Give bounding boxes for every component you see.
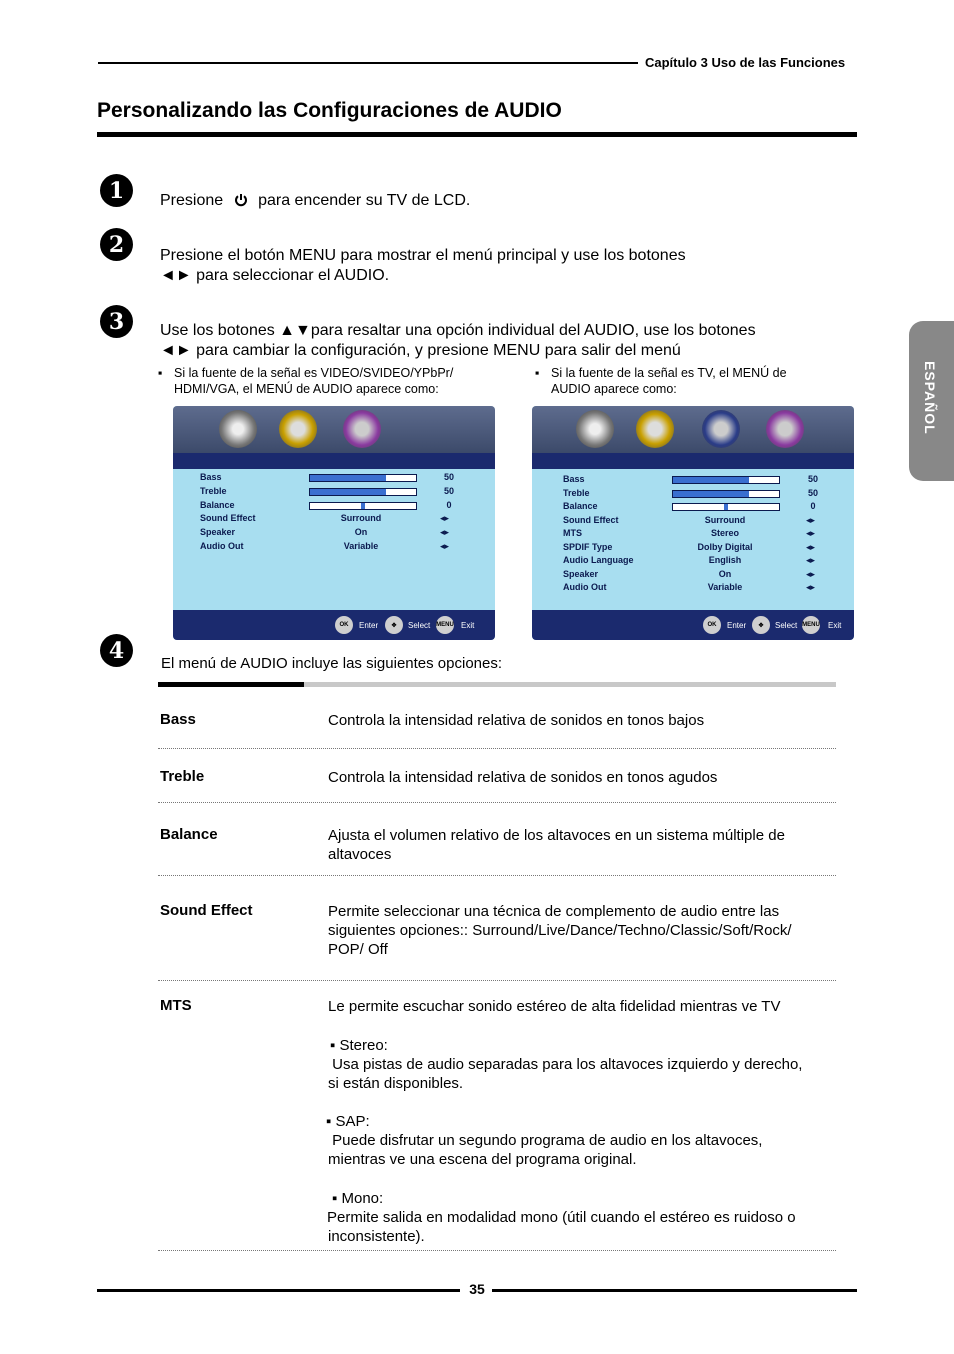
row-divider [158, 980, 836, 981]
footer-rule-left [97, 1289, 460, 1292]
setup-tools-icon [766, 410, 804, 448]
speaker-audio-icon [279, 410, 317, 448]
menu-row-value: Dolby Digital [697, 541, 753, 552]
left-right-arrows-icon: ◂▸ [806, 555, 816, 565]
step-4-number: 4 [100, 634, 133, 667]
desc-sound-effect-3: POP/ Off [328, 941, 388, 958]
menu-title-band [173, 453, 495, 469]
exit-label: Exit [461, 621, 475, 630]
setup-tools-icon [343, 410, 381, 448]
desc-bass: Controla la intensidad relativa de sonidos en tonos bajos [328, 712, 705, 729]
power-icon [234, 193, 248, 213]
menu-title-band [532, 453, 854, 469]
step-2-number: 2 [100, 228, 133, 261]
desc-sound-effect-2: siguientes opciones:: Surround/Live/Dance/Techno/Classic/Soft/Rock/ [328, 922, 792, 939]
row-divider [158, 875, 836, 876]
left-right-arrows-icon: ◂▸ [440, 513, 450, 524]
menu-row-value: Surround [704, 514, 746, 525]
step-4-text: El menú de AUDIO incluye las siguientes opciones: [161, 655, 503, 672]
audio-menu-left [173, 406, 495, 640]
desc-balance-1: Ajusta el volumen relativo de los altavoces en un sistema múltiple de [328, 827, 785, 844]
step-3-line1: Use los botones ▲▼para resaltar una opción individual del AUDIO, use los botones [160, 322, 756, 339]
chapter-header: Capítulo 3 Uso de las Funciones [645, 55, 846, 70]
language-tab [909, 321, 954, 481]
speaker-audio-icon [636, 410, 674, 448]
title-rule [97, 132, 857, 137]
step-1-text-before: Presione [160, 192, 224, 209]
menu-slider-bar [309, 488, 417, 496]
desc-treble: Controla la intensidad relativa de sonidos en tonos agudos [328, 769, 718, 786]
menu-row-value: 50 [443, 472, 454, 482]
desc-balance-2: altavoces [328, 846, 392, 863]
menu-slider-bar [309, 474, 417, 482]
step-1-text [160, 191, 470, 213]
row-divider [158, 1250, 836, 1251]
row-divider [158, 748, 836, 749]
menu-row-value: Stereo [710, 528, 739, 538]
left-right-arrows-icon: ◂▸ [806, 541, 816, 552]
menu-row-value: 0 [446, 499, 452, 510]
menu-row-label: Balance [563, 501, 598, 511]
left-right-arrows-icon: ◂▸ [806, 528, 816, 538]
menu-button-icon: MENU [802, 616, 820, 634]
desc-sound-effect-1: Permite seleccionar una técnica de complemento de audio entre las [328, 903, 780, 920]
note-left-bullet: ▪ [158, 366, 163, 380]
menu-row-value: Variable [707, 582, 743, 592]
menu-row-value: Surround [340, 513, 382, 524]
menu-row-label: Treble [563, 487, 590, 498]
dpad-icon: ✥ [385, 616, 403, 634]
table-rule-light [304, 682, 836, 687]
menu-footer [532, 610, 854, 640]
menu-row-value: 50 [443, 485, 454, 496]
menu-row-label: Speaker [200, 527, 236, 538]
menu-row-label: Audio Out [563, 582, 607, 592]
menu-row-value: 50 [807, 487, 818, 498]
balance-marker [724, 504, 728, 510]
left-right-arrows-icon: ◂▸ [806, 514, 816, 525]
balance-marker [361, 503, 365, 509]
menu-icon-bar [532, 406, 854, 453]
step-1-text-after: para encender su TV de LCD. [258, 192, 471, 209]
note-left-line2: HDMI/VGA, el MENÚ de AUDIO aparece como: [174, 382, 439, 396]
desc-mts: Le permite escuchar sonido estéreo de alta fidelidad mientras ve TV [328, 998, 781, 1015]
page-title: Personalizando las Configuraciones de AUDIO [97, 99, 562, 122]
menu-row-label: Bass [563, 474, 585, 484]
step-2-line2: ◄► para seleccionar el AUDIO. [160, 267, 390, 284]
term-sound-effect: Sound Effect [160, 902, 253, 919]
picture-disc-icon [219, 410, 257, 448]
menu-slider-bar [672, 503, 780, 511]
menu-row-label: Bass [200, 472, 222, 482]
menu-row-label: Speaker [563, 568, 599, 579]
note-left-line1: Si la fuente de la señal es VIDEO/SVIDEO/YPbPr/ [174, 366, 454, 380]
dpad-icon: ✥ [752, 616, 770, 634]
menu-button-icon: MENU [436, 616, 454, 634]
slider-fill [673, 491, 749, 497]
menu-row-value: On [354, 527, 368, 538]
menu-row-label: SPDIF Type [563, 541, 613, 552]
ok-button-icon: OK [335, 616, 353, 634]
menu-slider-bar [672, 490, 780, 498]
exit-label: Exit [828, 621, 842, 630]
table-rule-dark [158, 682, 304, 687]
mts-mono-1: Permite salida en modalidad mono (útil cuando el estéreo es ruidoso o [327, 1209, 796, 1226]
left-right-arrows-icon: ◂▸ [806, 582, 816, 592]
mts-mono-2: inconsistente). [328, 1228, 425, 1245]
slider-fill [310, 475, 386, 481]
term-balance: Balance [160, 826, 218, 843]
term-treble: Treble [160, 768, 205, 785]
select-label: Select [775, 621, 798, 630]
select-label: Select [408, 621, 431, 630]
mts-sap-title: ▪ SAP: [326, 1113, 370, 1130]
step-2-line1: Presione el botón MENU para mostrar el menú principal y use los botones [160, 247, 686, 264]
mts-mono-title: ▪ Mono: [332, 1190, 384, 1207]
menu-row-value: 50 [807, 474, 818, 484]
mts-stereo-1: Usa pistas de audio separadas para los altavoces izquierdo y derecho, [328, 1056, 803, 1073]
note-right-line1: Si la fuente de la señal es TV, el MENÚ de [551, 366, 787, 380]
menu-row-label: Treble [200, 485, 227, 496]
menu-row-label: Sound Effect [200, 513, 256, 524]
menu-row-label: MTS [563, 528, 582, 538]
term-bass: Bass [160, 711, 196, 728]
menu-row-label: Audio Out [200, 541, 244, 551]
slider-fill [310, 489, 386, 495]
picture-disc-icon [576, 410, 614, 448]
menu-row-label: Sound Effect [563, 514, 619, 525]
mts-sap-1: Puede disfrutar un segundo programa de audio en los altavoces, [328, 1132, 763, 1149]
mts-stereo-title: ▪ Stereo: [330, 1037, 388, 1054]
ok-button-icon: OK [703, 616, 721, 634]
note-right-line2: AUDIO aparece como: [551, 382, 677, 396]
left-right-arrows-icon: ◂▸ [440, 527, 450, 538]
mts-stereo-2: si están disponibles. [328, 1075, 464, 1092]
page-number: 35 [469, 1281, 485, 1297]
enter-label: Enter [359, 621, 379, 630]
note-right-bullet: ▪ [535, 366, 540, 380]
menu-row-label: Audio Language [563, 555, 634, 565]
language-tab-label: ESPAÑOL [922, 361, 938, 435]
header-rule [98, 62, 638, 64]
term-mts: MTS [160, 997, 192, 1014]
footer-rule-right [492, 1289, 857, 1292]
step-3-number: 3 [100, 305, 133, 338]
left-right-arrows-icon: ◂▸ [440, 541, 450, 551]
menu-slider-bar [309, 502, 417, 510]
menu-row-value: On [718, 568, 732, 579]
tv-antenna-icon [702, 410, 740, 448]
audio-menu-right [532, 406, 854, 640]
menu-row-label: Balance [200, 499, 235, 510]
left-right-arrows-icon: ◂▸ [806, 568, 816, 579]
menu-footer [173, 610, 495, 640]
mts-sap-2: mientras ve una escena del programa original. [328, 1151, 637, 1168]
menu-slider-bar [672, 476, 780, 484]
menu-icon-bar [173, 406, 495, 453]
enter-label: Enter [727, 621, 747, 630]
step-1-number: 1 [100, 174, 133, 207]
menu-row-value: English [708, 555, 742, 565]
row-divider [158, 802, 836, 803]
slider-fill [673, 477, 749, 483]
menu-row-value: Variable [343, 541, 379, 551]
step-3-line2: ◄► para cambiar la configuración, y presione MENU para salir del menú [160, 342, 681, 359]
menu-row-value: 0 [810, 501, 816, 511]
